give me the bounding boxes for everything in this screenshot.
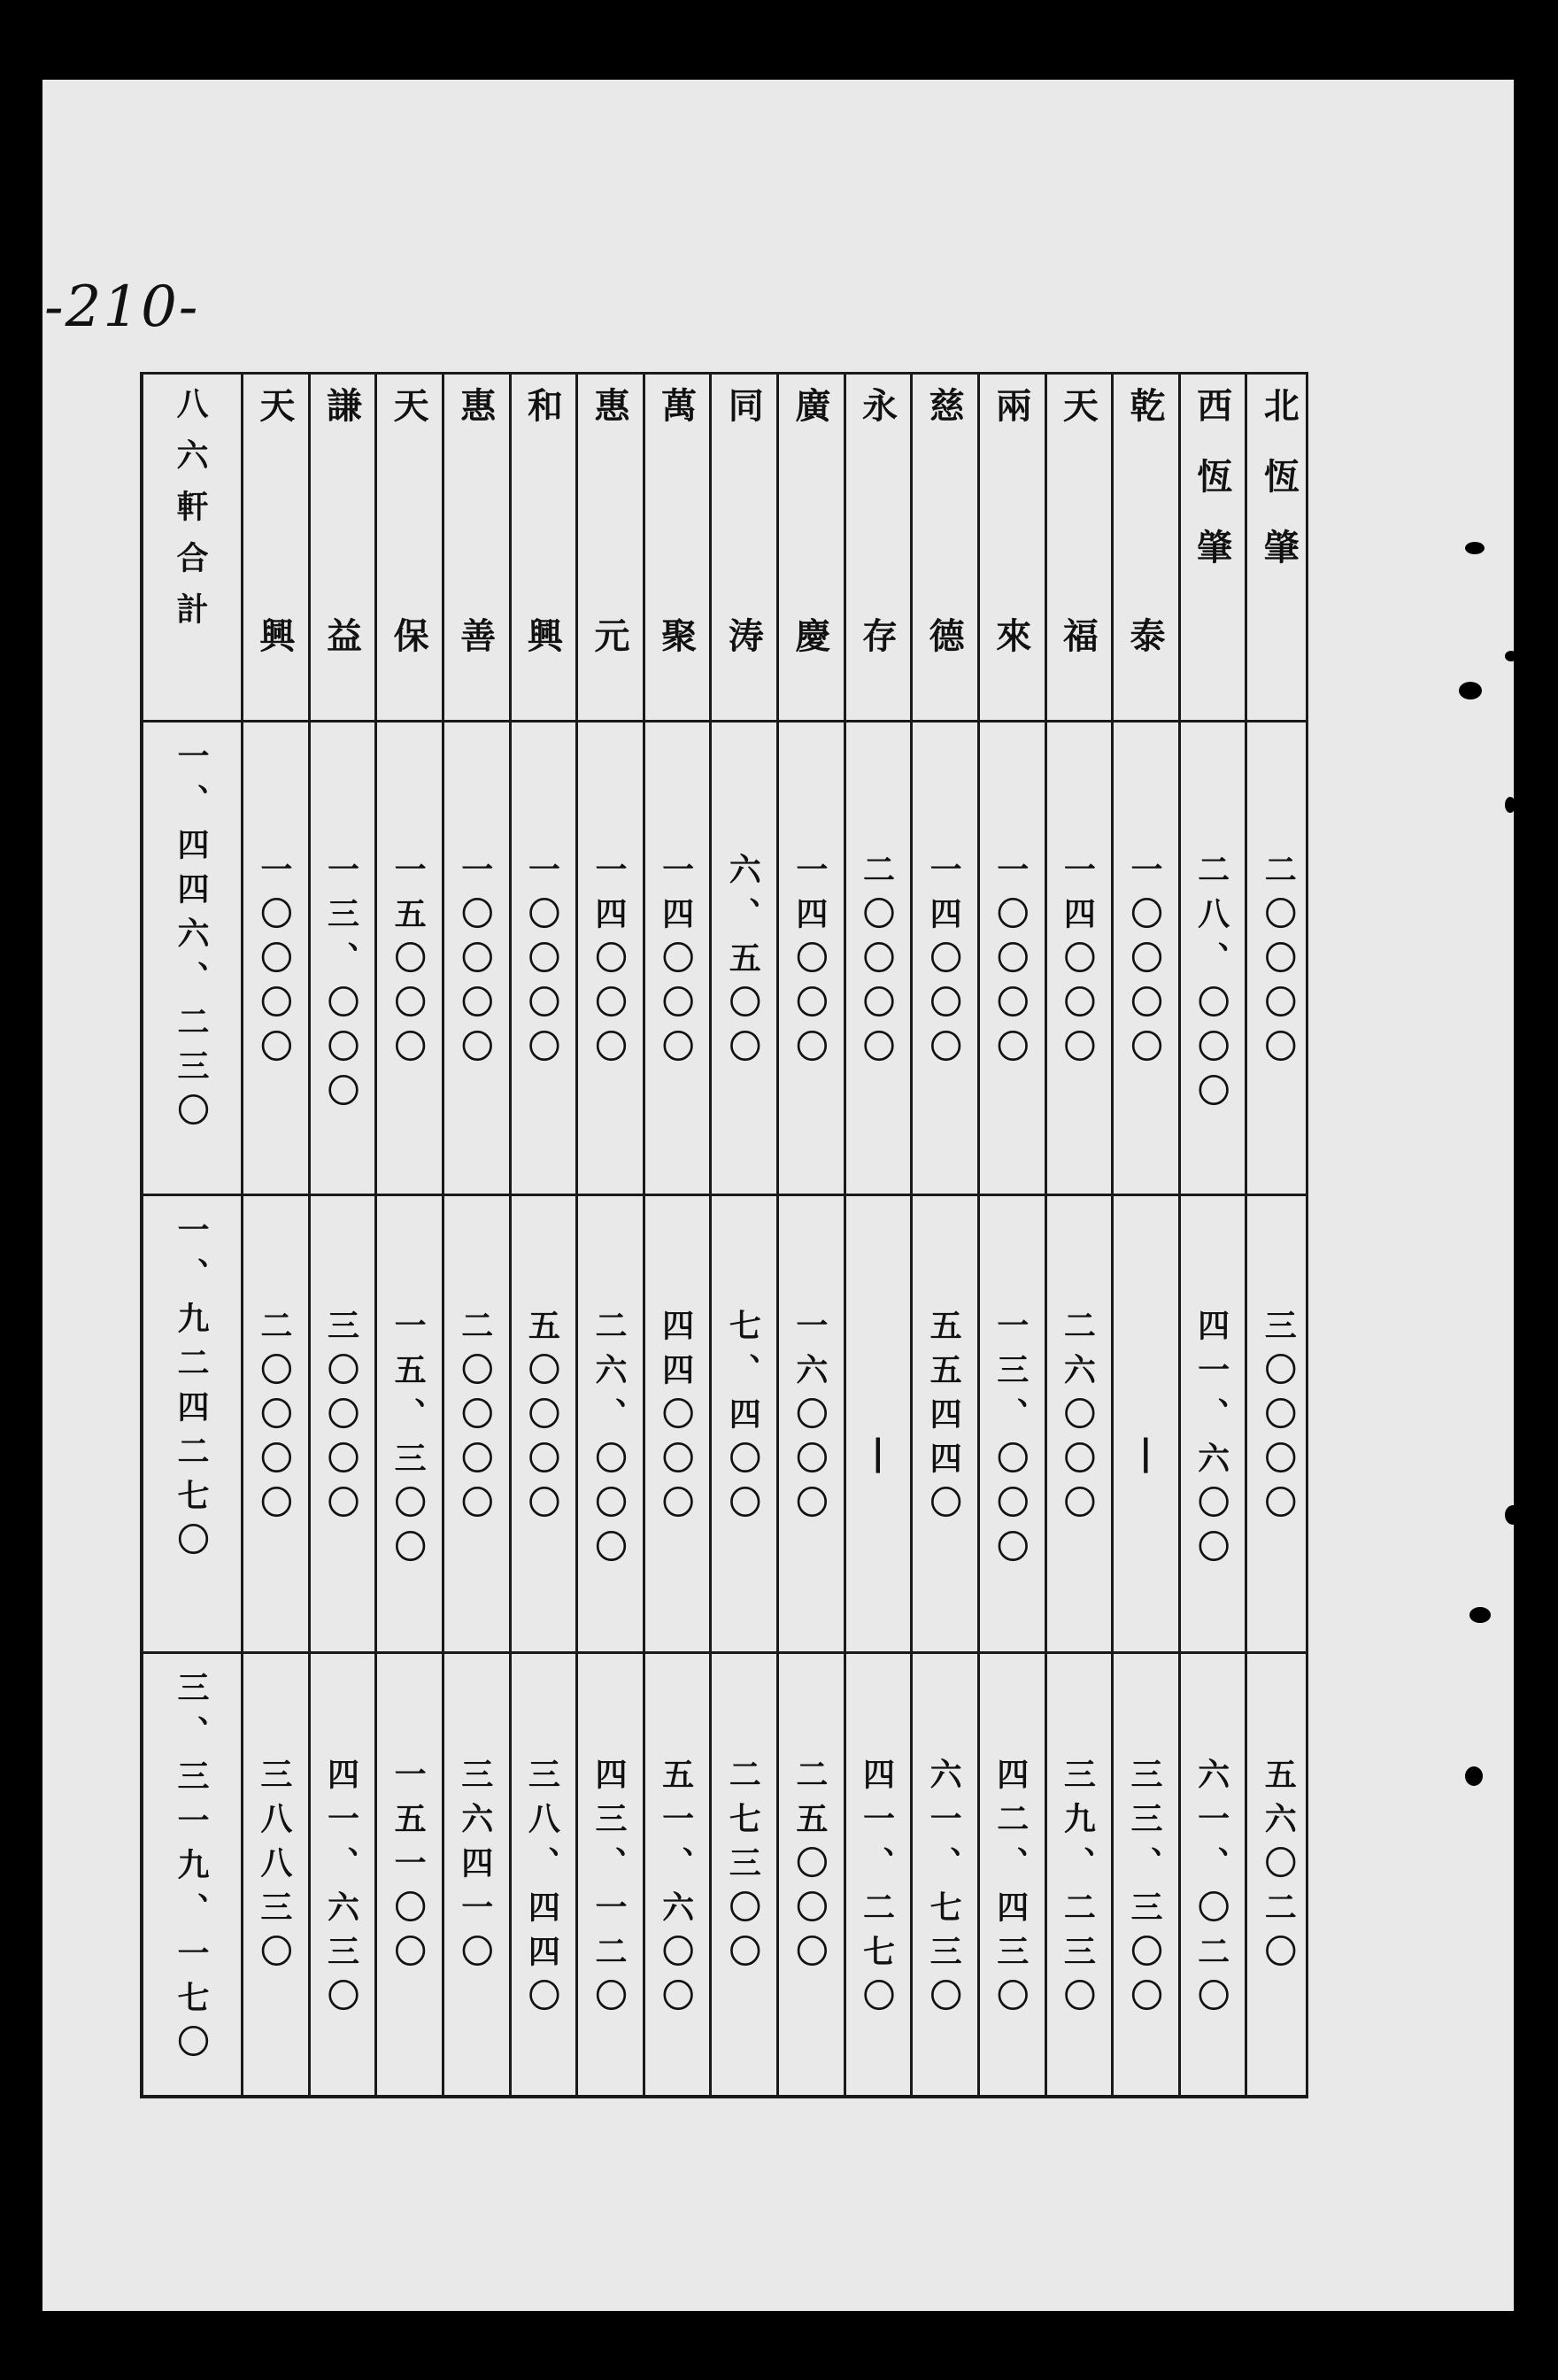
column-rule [1045, 375, 1047, 2095]
amount-cell: 一五一〇〇 [390, 1758, 428, 1979]
merchant-name: 兩來 [990, 387, 1032, 847]
merchant-name: 永存 [856, 387, 899, 847]
amount-cell: 一〇〇〇〇 [991, 853, 1030, 1074]
amount-cell: 二〇〇〇〇 [255, 1309, 293, 1530]
paper-speck [1505, 651, 1517, 661]
merchant-name: 天興 [253, 387, 296, 847]
amount-cell: 三三、三〇〇 [1125, 1758, 1163, 2023]
column-rule [442, 375, 444, 2095]
page-number: -210- [44, 274, 200, 340]
row-rule [143, 1194, 1306, 1196]
amount-cell: 五五四四〇 [925, 1309, 963, 1530]
amount-cell: 三九、二三〇 [1059, 1758, 1097, 2023]
paper-speck [1469, 1607, 1491, 1623]
amount-cell: 三〇〇〇〇 [322, 1309, 360, 1530]
amount-cell: 二〇〇〇〇 [1260, 853, 1298, 1074]
amount-cell: 一三、〇〇〇 [991, 1309, 1030, 1574]
amount-cell: 四一、六三〇 [322, 1758, 360, 2023]
column-rule [910, 375, 913, 2095]
amount-cell: 一五〇〇〇 [390, 853, 428, 1074]
column-rule [1111, 375, 1114, 2095]
amount-cell: 三〇〇〇〇 [1260, 1309, 1298, 1530]
merchant-name: 惠善 [454, 387, 497, 847]
column-rule [308, 375, 311, 2095]
amount-cell: 一四〇〇〇 [590, 853, 628, 1074]
amount-cell: 四四〇〇〇 [657, 1309, 695, 1530]
amount-cell: 四一、六〇〇 [1192, 1309, 1230, 1574]
amount-cell: 一四〇〇〇 [791, 853, 829, 1074]
amount-cell: 五六〇二〇 [1260, 1758, 1298, 1979]
amount-cell: 一四〇〇〇 [1059, 853, 1097, 1074]
paper-speck [1505, 797, 1516, 813]
column-rule [241, 375, 243, 2095]
amount-cell: 五一、六〇〇 [657, 1758, 695, 2023]
amount-cell: 六一、〇二〇 [1192, 1758, 1230, 2023]
amount-cell: 六一、七三〇 [925, 1758, 963, 2023]
amount-cell: 一六〇〇〇 [791, 1309, 829, 1530]
paper-speck [1465, 1766, 1483, 1786]
column-rule [575, 375, 578, 2095]
amount-cell: 三八、四四〇 [523, 1758, 561, 2023]
merchant-name: 北恆肇 [1258, 387, 1300, 599]
merchant-name: 廣慶 [789, 387, 831, 847]
paper-speck [1459, 682, 1482, 699]
amount-cell: 一〇〇〇〇 [456, 853, 494, 1074]
amount-cell: 一五、三〇〇 [390, 1309, 428, 1574]
paper-speck [1505, 1505, 1521, 1525]
amount-cell: 二〇〇〇〇 [858, 853, 896, 1074]
merchant-name: 萬聚 [655, 387, 698, 847]
amount-cell: 一〇〇〇〇 [523, 853, 561, 1074]
column-rule [709, 375, 712, 2095]
column-rule [643, 375, 645, 2095]
column-rule [776, 375, 779, 2095]
amount-cell: 一〇〇〇〇 [255, 853, 293, 1074]
column-rule [374, 375, 377, 2095]
amount-cell: 一三、〇〇〇 [322, 853, 360, 1118]
amount-cell: 四一、二七〇 [858, 1758, 896, 2023]
merchant-name: 謙益 [320, 387, 363, 847]
total-label: 八六軒合計 [172, 387, 209, 644]
amount-cell: 二〇〇〇〇 [456, 1309, 494, 1530]
ledger-table [140, 372, 1308, 2098]
amount-cell: 二八、〇〇〇 [1192, 853, 1230, 1118]
merchant-name: 天福 [1057, 387, 1099, 847]
total-value: 一、九二四二七〇 [173, 1213, 210, 1567]
merchant-name: 惠元 [588, 387, 630, 847]
amount-cell: 一四〇〇〇 [925, 853, 963, 1074]
column-rule [1245, 375, 1247, 2095]
amount-cell: 一〇〇〇〇 [1125, 853, 1163, 1074]
empty-cell-mark: | [871, 1433, 885, 1473]
amount-cell: 四二、四三〇 [991, 1758, 1030, 2023]
paper-speck [1465, 542, 1485, 554]
merchant-name: 和興 [521, 387, 564, 847]
amount-cell: 四三、一二〇 [590, 1758, 628, 2023]
row-rule [143, 1651, 1306, 1654]
merchant-name: 慈德 [923, 387, 966, 847]
amount-cell: 二七三〇〇 [724, 1758, 762, 1979]
amount-cell: 五〇〇〇〇 [523, 1309, 561, 1530]
amount-cell: 六、五〇〇 [724, 853, 762, 1074]
merchant-name: 天保 [388, 387, 430, 847]
amount-cell: 三六四一〇 [456, 1758, 494, 1979]
column-rule [977, 375, 980, 2095]
amount-cell: 二六〇〇〇 [1059, 1309, 1097, 1530]
total-value: 一、四四六、二三〇 [173, 739, 210, 1138]
amount-cell: 一四〇〇〇 [657, 853, 695, 1074]
column-rule [509, 375, 512, 2095]
empty-cell-mark: | [1138, 1433, 1153, 1473]
column-rule [1178, 375, 1181, 2095]
merchant-name: 乾泰 [1123, 387, 1166, 847]
merchant-name: 同涛 [722, 387, 765, 847]
column-rule [844, 375, 846, 2095]
amount-cell: 三八八三〇 [255, 1758, 293, 1979]
total-value: 三、三一九、一七〇 [173, 1671, 210, 2069]
amount-cell: 二六、〇〇〇 [590, 1309, 628, 1574]
amount-cell: 七、四〇〇 [724, 1309, 762, 1530]
merchant-name: 西恆肇 [1191, 387, 1233, 599]
amount-cell: 二五〇〇〇 [791, 1758, 829, 1979]
